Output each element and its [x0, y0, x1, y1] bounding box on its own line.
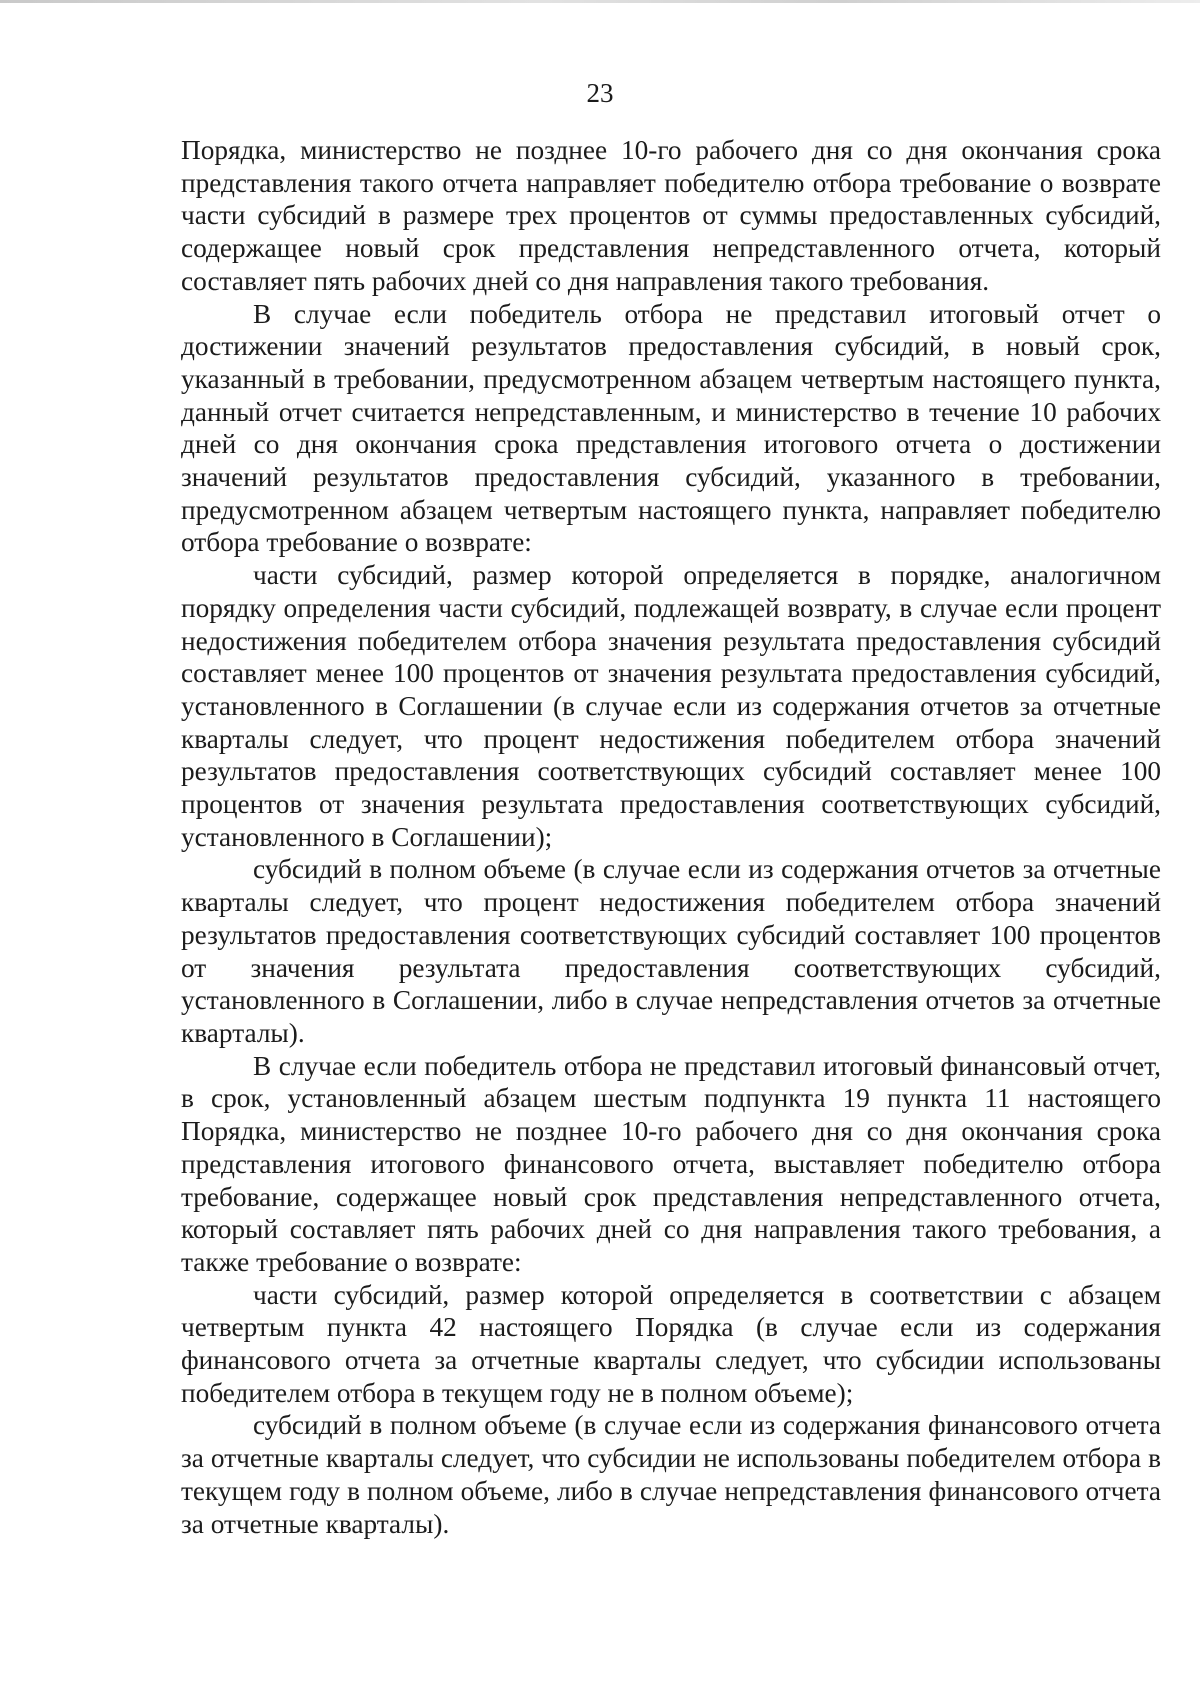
paragraph-1: Порядка, министерство не позднее 10-го рабочего дня со дня окончания срока представления такого отчета направляет победителю отбора требование о возврате части субсидий в размере трех процентов от суммы предоставленных субсидий, содержащее новый срок представления непредставленного отчета, который составляет пять рабочих дней со дня направления такого требования. [181, 135, 1161, 296]
document-body [181, 134, 1161, 1540]
paragraph-6: части субсидий, размер которой определяется в соответствии с абзацем четвертым пункта 42 настоящего Порядка (в случае если из содержания финансового отчета за отчетные кварталы следует, что субсидии использованы победителем отбора в текущем году не в полном объеме); [181, 1279, 1161, 1408]
page-number: 23 [586, 78, 614, 108]
paragraph-4: субсидий в полном объеме (в случае если из содержания отчетов за отчетные кварталы следует, что процент недостижения победителем отбора значений результатов предоставления соответствующих субсидий составляет 100 процентов от значения результата предоставления соответствующих субсидий, установленного в Соглашении, либо в случае непредставления отчетов за отчетные кварталы). [181, 854, 1161, 1048]
paragraph-3: части субсидий, размер которой определяется в порядке, аналогичном порядку определения части субсидий, подлежащей возврату, в случае если процент недостижения победителем отбора значения результата предоставления субсидий составляет менее 100 процентов от значения результата предоставления субсидий, установленного в Соглашении (в случае если из содержания отчетов за отчетные кварталы следует, что процент недостижения победителем отбора значений результатов предоставления соответствующих субсидий составляет менее 100 процентов от значения результата предоставления соответствующих субсидий, установленного в Соглашении); [181, 560, 1161, 852]
paragraph-5: В случае если победитель отбора не представил итоговый финансовый отчет, в срок, установленный абзацем шестым подпункта 19 пункта 11 настоящего Порядка, министерство не позднее 10-го рабочего дня со дня окончания срока представления итогового финансового отчета, выставляет победителю отбора требование, содержащее новый срок представления непредставленного отчета, который составляет пять рабочих дней со дня направления такого требования, а также требование о возврате: [181, 1050, 1161, 1277]
paragraph-2: В случае если победитель отбора не представил итоговый отчет о достижении значений результатов предоставления субсидий, в новый срок, указанный в требовании, предусмотренном абзацем четвертым настоящего пункта, данный отчет считается непредставленным, и министерство в течение 10 рабочих дней со дня окончания срока представления итогового отчета о достижении значений результатов предоставления субсидий, указанного в требовании, предусмотренном абзацем четвертым настоящего пункта, направляет победителю отбора требование о возврате: [181, 298, 1161, 558]
paragraph-7: субсидий в полном объеме (в случае если из содержания финансового отчета за отчетные кварталы следует, что субсидии не использованы победителем отбора в текущем году в полном объеме, либо в случае непредставления финансового отчета за отчетные кварталы). [181, 1410, 1161, 1539]
